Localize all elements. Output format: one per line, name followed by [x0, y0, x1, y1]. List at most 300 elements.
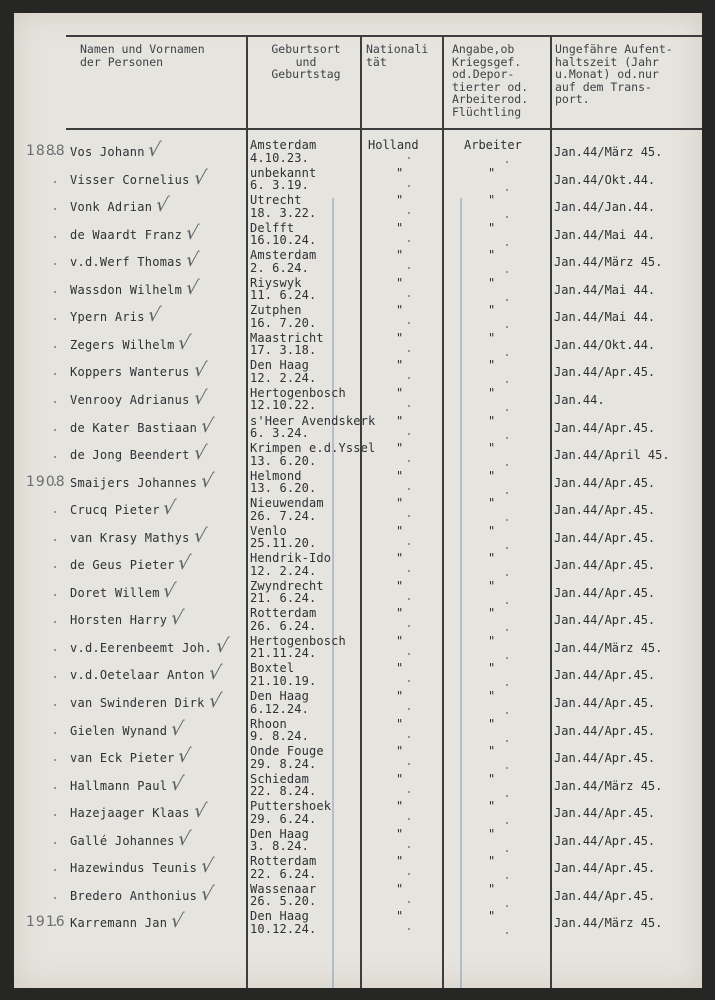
pencil-dot [506, 189, 508, 191]
person-name: de Kater Bastiaan [70, 420, 198, 435]
check-mark: √ [168, 772, 185, 795]
status: Arbeiter [464, 138, 522, 152]
stay-period: Jan.44/Apr.45. [554, 613, 656, 628]
pencil-dot [54, 511, 56, 513]
stay-period: Jan.44/April 45. [554, 448, 670, 463]
check-mark: √ [161, 579, 178, 602]
nationality: " [396, 468, 404, 483]
status: " [488, 826, 496, 841]
birth-date: 26. 7.24. [250, 508, 317, 523]
pencil-dot [506, 712, 508, 714]
stay-period: Jan.44/März 45. [554, 255, 663, 270]
birth-date: 13. 6.20. [250, 481, 317, 496]
birth-date: 17. 3.18. [250, 343, 317, 358]
birth-date: 22. 8.24. [250, 784, 317, 799]
pencil-dot [54, 263, 56, 265]
header-birth: Geburtsort und Geburtstag [271, 42, 341, 82]
stay-period: Jan.44/Mai 44. [554, 227, 656, 242]
check-mark: √ [153, 194, 170, 217]
stay-period: Jan.44/Apr.45. [554, 833, 656, 848]
pencil-dot [408, 405, 410, 407]
birth-date: 9. 8.24. [250, 729, 309, 744]
person-name: van Swinderen Dirk [70, 696, 205, 710]
pencil-dot [54, 456, 56, 458]
column-divider-2 [360, 35, 362, 988]
birth-date: 13. 6.20. [250, 453, 317, 468]
status: " [488, 303, 496, 318]
nationality: " [396, 661, 404, 676]
pencil-dot [506, 299, 508, 301]
pencil-dot [54, 181, 56, 183]
status: " [488, 909, 496, 924]
birth-date: 25.11.20. [250, 536, 317, 551]
pencil-dot [54, 869, 56, 871]
pencil-dot [506, 519, 508, 521]
stay-period: Jan.44/Apr.45. [554, 475, 656, 490]
birth-place: Hendrik-Ido [250, 551, 332, 566]
check-mark: √ [191, 442, 208, 465]
check-mark: √ [168, 910, 185, 933]
person-name: Doret Willem [70, 585, 160, 600]
birth-place: Puttershoek [250, 799, 332, 814]
person-name: Bredero Anthonius [70, 888, 198, 903]
nationality: " [396, 220, 404, 235]
stay-period: Jan.44/Apr.45. [554, 696, 656, 710]
nationality: " [396, 606, 404, 621]
nationality: " [396, 716, 404, 731]
birth-date: 6. 3.24. [250, 426, 309, 440]
birth-place: Rhoon [250, 716, 287, 731]
header-top-rule [66, 35, 702, 37]
person-name: Hazewindus Teunis [70, 861, 198, 876]
check-mark: √ [184, 249, 201, 272]
birth-date: 4.10.23. [250, 150, 309, 165]
birth-place: Wassenaar [250, 881, 317, 896]
birth-place: Zutphen [250, 303, 302, 318]
person-name: v.d.Oetelaar Anton [70, 668, 205, 683]
pencil-dot [54, 897, 56, 899]
birth-place: Onde Fouge [250, 744, 324, 759]
status: " [488, 716, 496, 731]
pencil-dot [408, 791, 410, 793]
birth-place: Rotterdam [250, 854, 317, 869]
person-name: van Eck Pieter [70, 751, 175, 766]
pencil-dot [506, 437, 508, 439]
birth-date: 12. 2.24. [250, 370, 317, 385]
pencil-dot [506, 354, 508, 356]
pencil-dot [408, 295, 410, 297]
birth-place: Helmond [250, 468, 302, 483]
status: " [488, 358, 496, 373]
stay-period: Jan.44/März 45. [554, 916, 663, 931]
person-name: Gallé Johannes [70, 833, 175, 848]
stay-period: Jan.44/Apr.45. [554, 806, 656, 821]
birth-place: Delfft [250, 220, 295, 235]
stay-period: Jan.44/Apr.45. [554, 558, 656, 573]
person-name: Gielen Wynand [70, 723, 168, 738]
header-nationality: Nationali tät [366, 42, 429, 69]
pencil-dot [506, 822, 508, 824]
birth-date: 26. 5.20. [250, 894, 317, 909]
pencil-dot [408, 350, 410, 352]
status: " [488, 578, 496, 593]
pencil-dot [54, 814, 56, 816]
check-mark: √ [146, 304, 163, 327]
pencil-dot [408, 377, 410, 379]
check-mark: √ [176, 827, 193, 850]
birth-date: 18. 3.22. [250, 205, 317, 220]
pencil-dot [54, 759, 56, 761]
status: " [488, 744, 496, 759]
status: " [488, 523, 496, 538]
person-name: Ypern Aris [70, 310, 145, 325]
margin-note: 1908 [26, 473, 66, 490]
check-mark: √ [176, 745, 193, 768]
pencil-dot [506, 409, 508, 411]
person-name: Vos Johann [70, 145, 145, 159]
pencil-dot [54, 649, 56, 651]
nationality: " [396, 330, 404, 345]
person-name: Wassdon Wilhelm [70, 282, 183, 297]
pencil-dot [54, 566, 56, 568]
birth-date: 21. 6.24. [250, 591, 317, 606]
check-mark: √ [206, 690, 223, 712]
blue-pencil-stroke [460, 198, 462, 988]
check-mark: √ [206, 662, 223, 685]
birth-place: Den Haag [250, 909, 309, 924]
check-mark: √ [168, 607, 185, 630]
stay-period: Jan.44/Apr.45. [554, 585, 656, 600]
check-mark: √ [191, 524, 208, 547]
pencil-dot [506, 547, 508, 549]
person-name: de Jong Beendert [70, 448, 190, 463]
status: " [488, 413, 496, 428]
birth-place: Utrecht [250, 193, 302, 208]
pencil-dot [506, 767, 508, 769]
birth-date: 6.12.24. [250, 701, 309, 716]
birth-date: 21.10.19. [250, 673, 317, 688]
pencil-dot [408, 267, 410, 269]
person-name: v.d.Werf Thomas [70, 255, 183, 270]
pencil-dot [408, 928, 410, 930]
pencil-dot [54, 704, 56, 706]
birth-place: Zwyndrecht [250, 578, 324, 593]
person-name: Karremann Jan [70, 916, 168, 931]
person-name: v.d.Eerenbeemt Joh. [70, 640, 213, 655]
stay-period: Jan.44/Apr.45. [554, 888, 656, 903]
pencil-dot [408, 598, 410, 600]
pencil-dot [54, 594, 56, 596]
birth-date: 12.10.22. [250, 398, 317, 413]
pencil-dot [54, 401, 56, 403]
margin-note: 1916 [26, 914, 66, 931]
stay-period: Jan.44/Apr.45. [554, 668, 656, 683]
pencil-dot [408, 873, 410, 875]
pencil-dot [408, 543, 410, 545]
pencil-dot [408, 240, 410, 242]
check-mark: √ [176, 552, 193, 575]
birth-date: 29. 6.24. [250, 811, 317, 826]
status: " [488, 441, 496, 456]
nationality: " [396, 909, 404, 924]
pencil-dot [54, 208, 56, 210]
birth-date: 16.10.24. [250, 233, 317, 248]
nationality: " [396, 385, 404, 400]
nationality: " [396, 854, 404, 869]
birth-date: 10.12.24. [250, 921, 317, 936]
person-name: Horsten Harry [70, 613, 168, 628]
person-name: Hazejaager Klaas [70, 806, 190, 821]
nationality: " [396, 633, 404, 648]
pencil-dot [506, 271, 508, 273]
pencil-dot [506, 244, 508, 246]
pencil-dot [506, 932, 508, 934]
pencil-dot [408, 515, 410, 517]
status: " [488, 854, 496, 869]
pencil-dot [408, 625, 410, 627]
nationality: " [396, 799, 404, 814]
birth-date: 29. 8.24. [250, 756, 317, 771]
status: " [488, 689, 496, 703]
pencil-dot [408, 570, 410, 572]
birth-date: 2. 6.24. [250, 260, 309, 275]
nationality: " [396, 165, 404, 180]
birth-date: 6. 3.19. [250, 178, 309, 193]
birth-date: 12. 2.24. [250, 563, 317, 578]
check-mark: √ [184, 276, 201, 299]
pencil-dot [506, 602, 508, 604]
pencil-dot [506, 850, 508, 852]
pencil-dot [54, 842, 56, 844]
pencil-dot [54, 539, 56, 541]
pencil-dot [506, 381, 508, 383]
pencil-dot [506, 877, 508, 879]
nationality: " [396, 881, 404, 896]
nationality: " [396, 303, 404, 318]
header-period: Ungefähre Aufent- haltszeit (Jahr u.Monat) od.nur auf dem Trans- port. [555, 42, 673, 107]
nationality: " [396, 826, 404, 841]
status: " [488, 881, 496, 896]
nationality: " [396, 523, 404, 538]
stay-period: Jan.44/März 45. [554, 778, 663, 793]
nationality: " [396, 578, 404, 593]
pencil-dot [408, 708, 410, 710]
pencil-dot [408, 763, 410, 765]
person-name: Zegers Wilhelm [70, 337, 175, 352]
birth-place: Boxtel [250, 661, 295, 676]
birth-place: Krimpen e.d.Yssel [250, 441, 376, 456]
birth-place: Venlo [250, 523, 287, 538]
pencil-dot [408, 901, 410, 903]
status: " [488, 771, 496, 786]
stay-period: Jan.44/Mai 44. [554, 282, 656, 297]
stay-period: Jan.44. [554, 392, 605, 407]
birth-place: Schiedam [250, 771, 309, 786]
check-mark: √ [199, 855, 216, 878]
nationality: " [396, 358, 404, 373]
pencil-dot [506, 492, 508, 494]
birth-date: 21.11.24. [250, 646, 317, 661]
birth-place: Riyswyk [250, 275, 302, 290]
person-name: van Krasy Mathys [70, 530, 190, 545]
check-mark: √ [146, 139, 163, 161]
stay-period: Jan.44/Apr.45. [554, 530, 656, 545]
stay-period: Jan.44/März 45. [554, 640, 663, 655]
check-mark: √ [161, 497, 178, 520]
pencil-dot [408, 157, 410, 159]
pencil-dot [54, 732, 56, 734]
status: " [488, 193, 496, 208]
check-mark: √ [176, 331, 193, 354]
stay-period: Jan.44/Apr.45. [554, 861, 656, 876]
status: " [488, 248, 496, 263]
birth-place: Rotterdam [250, 606, 317, 621]
birth-date: 22. 6.24. [250, 866, 317, 881]
stay-period: Jan.44/Apr.45. [554, 420, 656, 435]
pencil-dot [408, 488, 410, 490]
pencil-dot [408, 212, 410, 214]
nationality: Holland [368, 138, 419, 152]
birth-place: Hertogenbosch [250, 385, 346, 400]
status: " [488, 385, 496, 400]
pencil-dot [408, 653, 410, 655]
birth-place: unbekannt [250, 165, 317, 180]
pencil-dot [408, 433, 410, 435]
pencil-dot [54, 373, 56, 375]
stay-period: Jan.44/Okt.44. [554, 172, 656, 187]
column-divider-4 [550, 35, 552, 988]
status: " [488, 633, 496, 648]
nationality: " [396, 744, 404, 759]
person-name: Smaijers Johannes [70, 475, 198, 490]
pencil-dot [506, 657, 508, 659]
status: " [488, 220, 496, 235]
pencil-dot [506, 740, 508, 742]
check-mark: √ [191, 386, 208, 409]
nationality: " [396, 771, 404, 786]
pencil-dot [54, 676, 56, 678]
status: " [488, 275, 496, 290]
person-name: Visser Cornelius [70, 172, 190, 187]
nationality: " [396, 551, 404, 566]
nationality: " [396, 689, 404, 703]
check-mark: √ [191, 800, 208, 823]
birth-date: 11. 6.24. [250, 288, 317, 303]
pencil-dot [408, 322, 410, 324]
pencil-dot [54, 318, 56, 320]
status: " [488, 661, 496, 676]
pencil-dot [506, 464, 508, 466]
pencil-dot [54, 236, 56, 238]
pencil-dot [506, 684, 508, 686]
birth-place: Nieuwendam [250, 496, 324, 511]
pencil-dot [54, 787, 56, 789]
stay-period: Jan.44/Okt.44. [554, 337, 656, 352]
check-mark: √ [168, 717, 185, 740]
birth-place: Maastricht [250, 330, 324, 345]
status: " [488, 799, 496, 814]
check-mark: √ [199, 414, 216, 437]
stay-period: Jan.44/Jan.44. [554, 200, 656, 215]
stay-period: Jan.44/März 45. [554, 145, 663, 159]
person-name: de Geus Pieter [70, 558, 175, 573]
check-mark: √ [199, 882, 216, 905]
header-status: Angabe,ob Kriegsgef. od.Depor- tierter od. Arbeiterod. Flüchtling [452, 42, 529, 119]
pencil-dot [54, 621, 56, 623]
nationality: " [396, 441, 404, 456]
person-name: Vonk Adrian [70, 200, 153, 215]
stay-period: Jan.44/Mai 44. [554, 310, 656, 325]
person-name: Crucq Pieter [70, 503, 160, 518]
check-mark: √ [214, 634, 231, 657]
column-divider-1 [246, 35, 248, 988]
status: " [488, 165, 496, 180]
birth-date: 26. 6.24. [250, 618, 317, 633]
birth-date: 16. 7.20. [250, 315, 317, 330]
birth-place: Amsterdam [250, 138, 317, 152]
header-name: Namen und Vornamen der Personen [80, 42, 205, 69]
pencil-dot [506, 574, 508, 576]
birth-place: Amsterdam [250, 248, 317, 263]
status: " [488, 330, 496, 345]
pencil-dot [54, 346, 56, 348]
nationality: " [396, 496, 404, 511]
status: " [488, 468, 496, 483]
nationality: " [396, 413, 404, 428]
header-bottom-rule [66, 128, 702, 130]
status: " [488, 551, 496, 566]
person-name: Venrooy Adrianus [70, 392, 190, 407]
nationality: " [396, 248, 404, 263]
status: " [488, 496, 496, 511]
birth-place: Den Haag [250, 826, 309, 841]
pencil-dot [506, 161, 508, 163]
pencil-dot [54, 291, 56, 293]
pencil-dot [506, 216, 508, 218]
birth-place: s'Heer Avendskerk [250, 413, 376, 428]
nationality: " [396, 275, 404, 290]
document-page [14, 13, 702, 988]
birth-date: 3. 8.24. [250, 839, 309, 854]
status: " [488, 606, 496, 621]
pencil-dot [408, 680, 410, 682]
check-mark: √ [184, 221, 201, 244]
pencil-dot [408, 818, 410, 820]
birth-place: Den Haag [250, 358, 309, 373]
pencil-dot [506, 326, 508, 328]
margin-note: 1888 [26, 143, 66, 159]
stay-period: Jan.44/Apr.45. [554, 365, 656, 380]
pencil-dot [506, 905, 508, 907]
pencil-dot [54, 429, 56, 431]
stay-period: Jan.44/Apr.45. [554, 723, 656, 738]
stay-period: Jan.44/Apr.45. [554, 503, 656, 518]
check-mark: √ [191, 166, 208, 189]
birth-place: Hertogenbosch [250, 633, 346, 648]
person-name: de Waardt Franz [70, 227, 183, 242]
pencil-dot [408, 846, 410, 848]
birth-place: Den Haag [250, 689, 309, 703]
pencil-dot [506, 795, 508, 797]
blue-pencil-stroke [332, 198, 334, 988]
pencil-dot [408, 736, 410, 738]
check-mark: √ [199, 469, 216, 492]
column-divider-3 [442, 35, 444, 988]
pencil-dot [408, 460, 410, 462]
nationality: " [396, 193, 404, 208]
check-mark: √ [191, 359, 208, 382]
pencil-dot [408, 185, 410, 187]
